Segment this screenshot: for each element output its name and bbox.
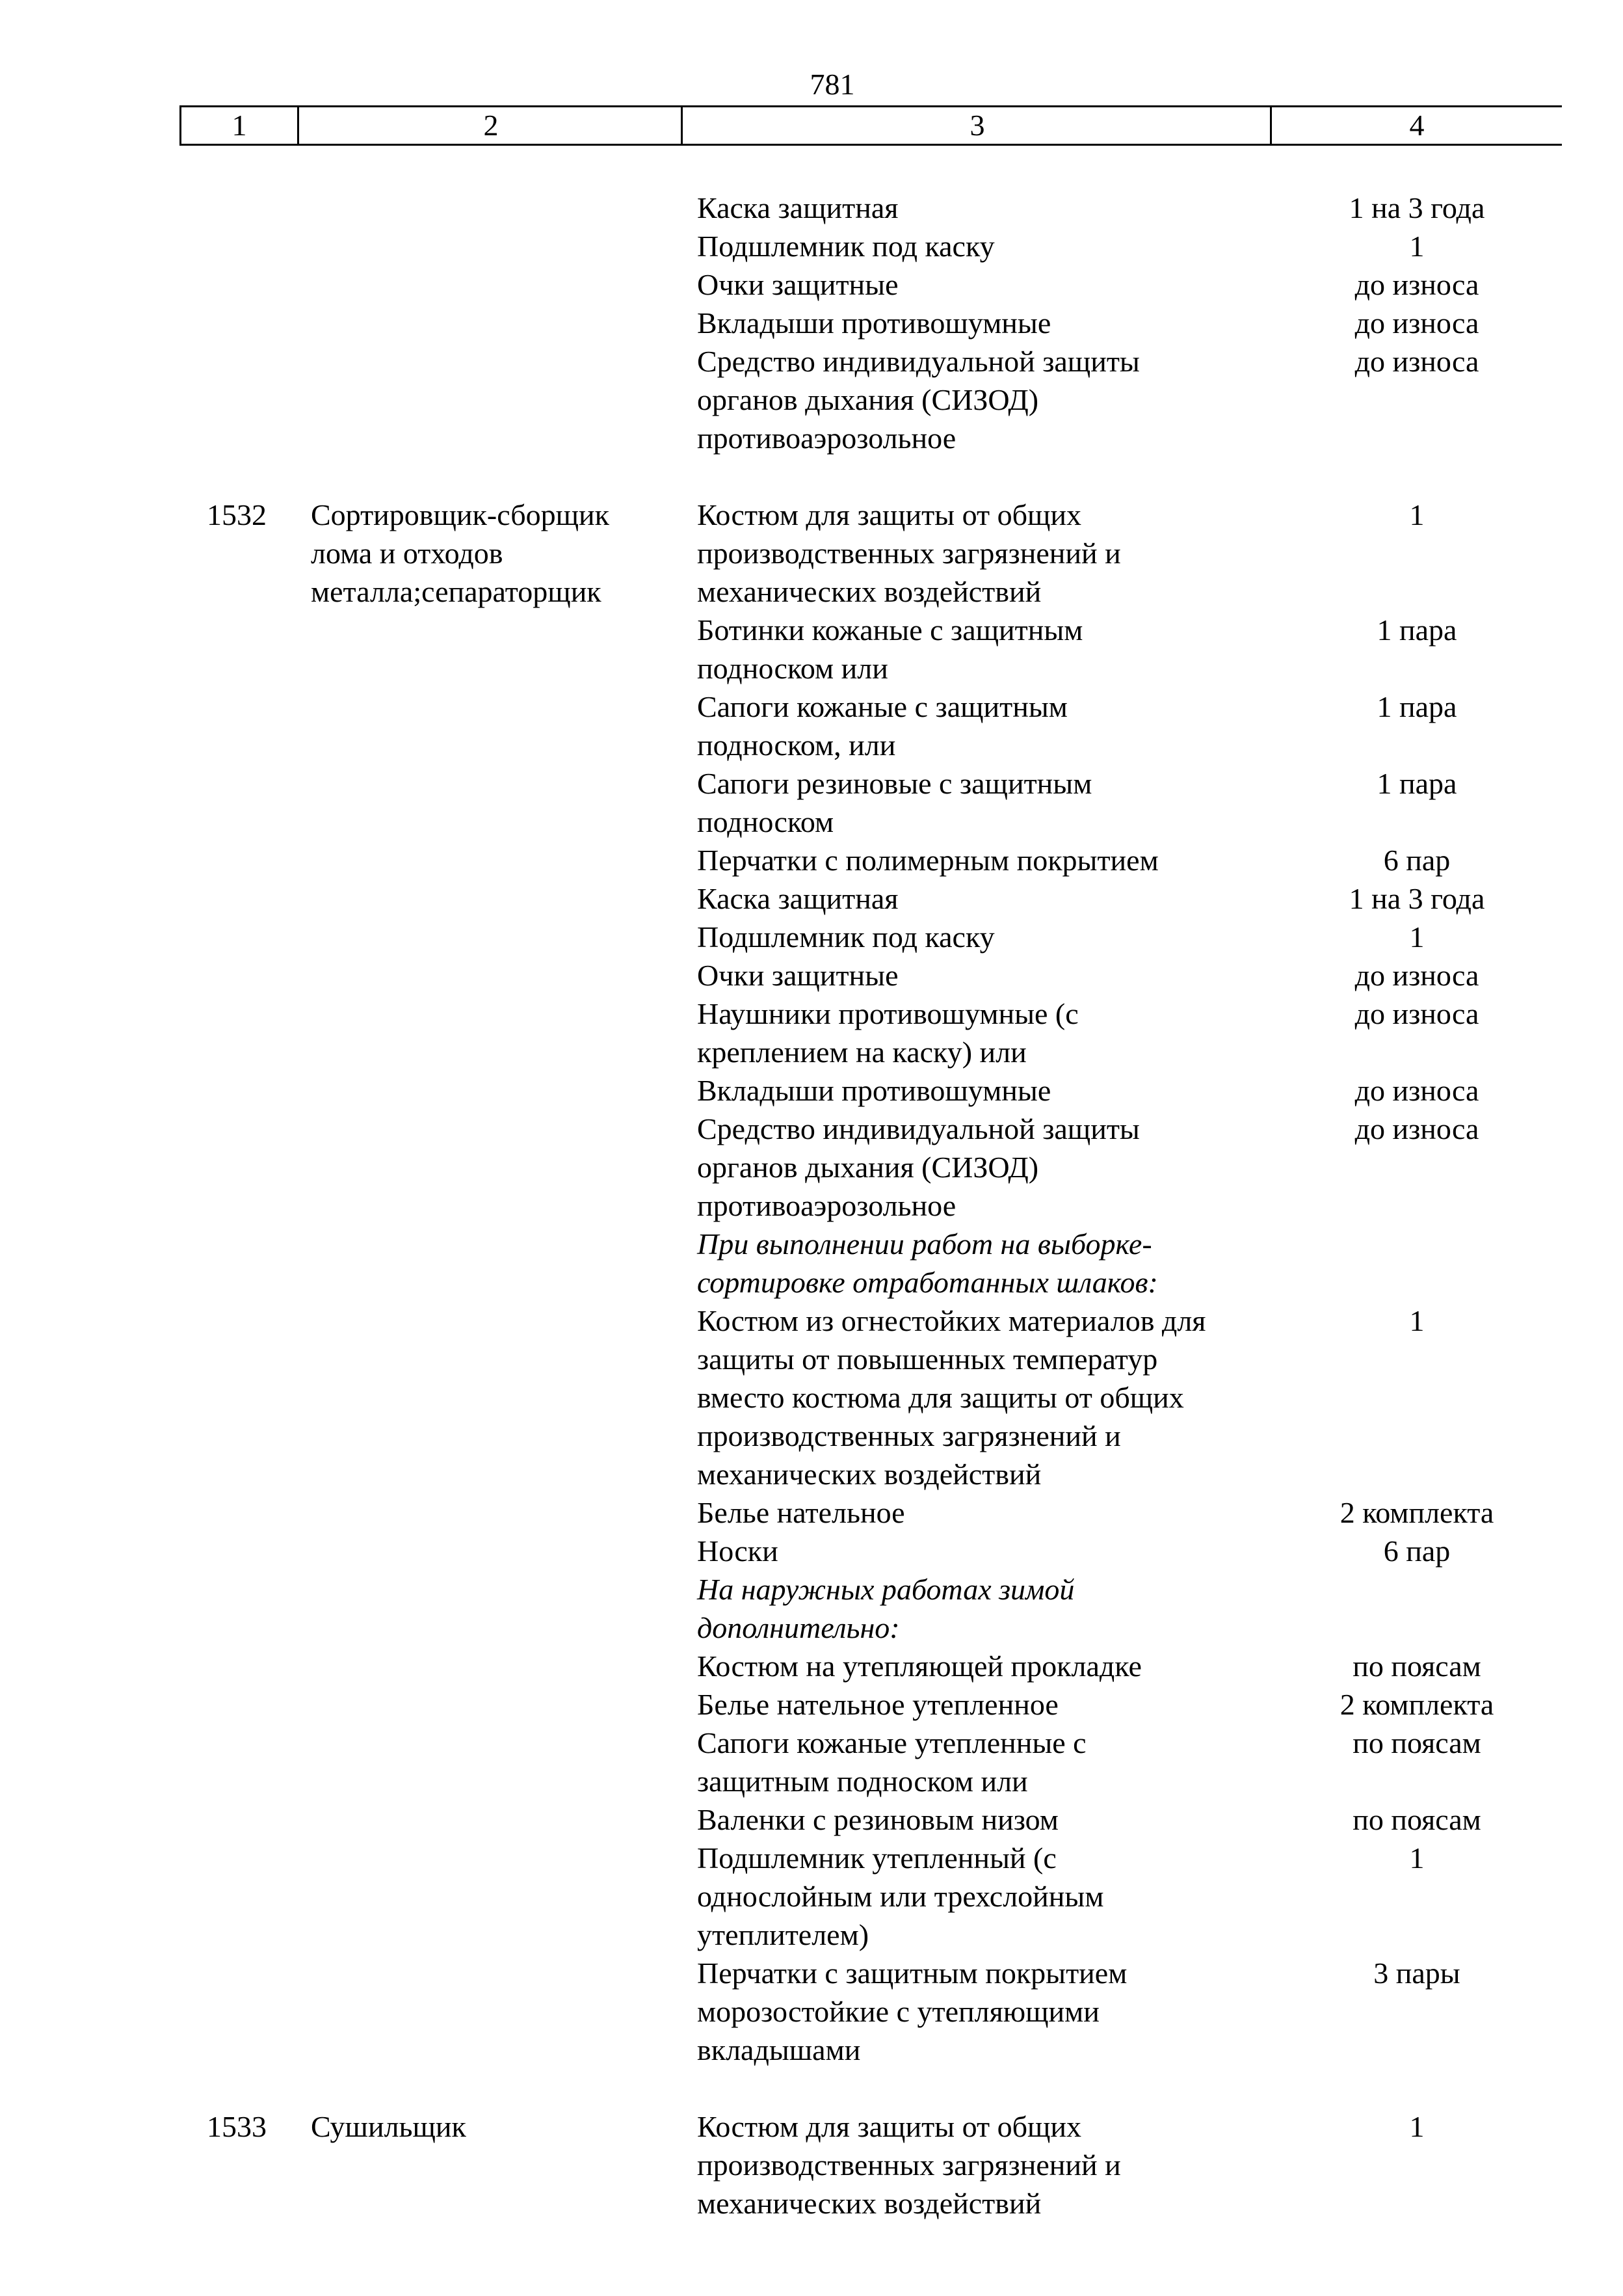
item-norm: 1 <box>1409 230 1425 263</box>
entry-1533 <box>179 2107 1562 2223</box>
table-row <box>179 1302 1562 1493</box>
item-name: Костюм на утепляющей прокладке <box>697 1649 1142 1683</box>
item-norm: 3 пары <box>1373 1956 1460 1990</box>
table-row <box>179 611 1562 687</box>
item-norm: 1 <box>1409 920 1425 954</box>
item-name: Перчатки с полимерным покрытием <box>697 844 1159 877</box>
table-row <box>179 1532 1562 1570</box>
item-norm: 6 пар <box>1383 844 1451 877</box>
table-row <box>179 1225 1562 1302</box>
table-row <box>179 1954 1562 2069</box>
table-row <box>179 1724 1562 1800</box>
item-name: Подшлемник под каску <box>697 920 995 954</box>
item-name: Подшлемник под каску <box>697 230 995 263</box>
entry-number: 1533 <box>207 2110 267 2143</box>
table-row <box>179 994 1562 1071</box>
table-row <box>179 189 1562 227</box>
item-norm: до износа <box>1354 1112 1479 1145</box>
item-norm: до износа <box>1354 959 1479 992</box>
item-norm: по поясам <box>1352 1649 1481 1683</box>
item-name: Вкладыши противошумные <box>697 306 1051 340</box>
table-row <box>179 265 1562 304</box>
entry-1532 <box>179 496 1562 2069</box>
item-norm: до износа <box>1354 306 1479 340</box>
item-norm: до износа <box>1354 345 1479 378</box>
table-row <box>179 1685 1562 1724</box>
item-name: Средство индивидуальной защиты органов дыхания (СИЗОД) противоаэрозольное <box>697 1112 1140 1222</box>
item-norm: 1 пара <box>1377 690 1457 723</box>
table-row <box>179 1071 1562 1110</box>
table-row <box>179 879 1562 918</box>
item-norm: 2 комплекта <box>1339 1496 1494 1529</box>
header-col-3: 3 <box>970 109 985 142</box>
item-name: Средство индивидуальной защиты органов дыхания (СИЗОД) противоаэрозольное <box>697 345 1140 455</box>
item-name: Костюм из огнестойких материалов для защиты от повышенных температур вместо костюма для защиты от общих производственных загрязнений и механических воздействий <box>697 1304 1206 1491</box>
item-name: Сапоги кожаные с защитным подноском, или <box>697 690 1068 762</box>
table-row <box>179 1570 1562 1647</box>
section-heading: При выполнении работ на выборке- сортировке отработанных шлаков: <box>697 1227 1158 1299</box>
table-body <box>179 189 1562 2223</box>
item-name: Каска защитная <box>697 882 899 915</box>
item-name: Белье нательное утепленное <box>697 1688 1059 1721</box>
item-norm: 1 на 3 года <box>1349 882 1485 915</box>
header-col-1: 1 <box>231 109 247 142</box>
table-row <box>179 227 1562 265</box>
item-name: Подшлемник утепленный (с однослойным или трехслойным утеплителем) <box>697 1841 1104 1951</box>
table-row <box>179 687 1562 764</box>
header-col-4: 4 <box>1409 109 1425 142</box>
item-name: Валенки с резиновым низом <box>697 1803 1059 1836</box>
table-row <box>179 1110 1562 1225</box>
table-row <box>179 1493 1562 1532</box>
table-row <box>179 918 1562 956</box>
table-row <box>179 1839 1562 1954</box>
page-number: 781 <box>810 68 855 101</box>
header-col-2: 2 <box>483 109 499 142</box>
item-norm: 2 комплекта <box>1339 1688 1494 1721</box>
item-name: Очки защитные <box>697 959 899 992</box>
item-norm: 6 пар <box>1383 1534 1451 1568</box>
item-name: Сапоги кожаные утепленные с защитным подноском или <box>697 1726 1087 1798</box>
table-row <box>179 342 1562 457</box>
item-norm: 1 <box>1409 498 1425 531</box>
item-name: Вкладыши противошумные <box>697 1074 1051 1107</box>
table-row <box>179 956 1562 994</box>
item-name: Каска защитная <box>697 191 899 224</box>
item-name: Очки защитные <box>697 268 899 301</box>
table-row <box>179 841 1562 879</box>
item-norm: 1 пара <box>1377 767 1457 800</box>
table-row <box>179 1800 1562 1839</box>
item-norm: 1 <box>1409 1304 1425 1337</box>
table-header <box>179 105 1562 146</box>
item-norm: до износа <box>1354 997 1479 1030</box>
item-norm: по поясам <box>1352 1726 1481 1759</box>
item-name: Перчатки с защитным покрытием морозостойкие с утепляющими вкладышами <box>697 1956 1128 2066</box>
item-name: Костюм для защиты от общих производственных загрязнений и механических воздействий <box>697 2110 1121 2220</box>
section-heading: На наружных работах зимой дополнительно: <box>697 1573 1075 1644</box>
item-name: Носки <box>697 1534 778 1568</box>
entry-number: 1532 <box>207 498 267 531</box>
table-row <box>179 2107 1562 2223</box>
continuation-block <box>179 189 1562 457</box>
table-row <box>179 1647 1562 1685</box>
profession-name: Сортировщик-сборщик лома и отходов металла;сепараторщик <box>311 498 609 608</box>
item-norm: 1 <box>1409 2110 1425 2143</box>
item-name: Костюм для защиты от общих производственных загрязнений и механических воздействий <box>697 498 1121 608</box>
item-name: Белье нательное <box>697 1496 905 1529</box>
table-row <box>179 304 1562 342</box>
item-name: Сапоги резиновые с защитным подноском <box>697 767 1092 838</box>
item-norm: 1 на 3 года <box>1349 191 1485 224</box>
table-row <box>179 764 1562 841</box>
item-name: Ботинки кожаные с защитным подноском или <box>697 613 1083 685</box>
table-row <box>179 496 1562 611</box>
profession-name: Сушильщик <box>311 2110 466 2143</box>
item-norm: 1 <box>1409 1841 1425 1875</box>
item-name: Наушники противошумные (с креплением на каску) или <box>697 997 1079 1069</box>
item-norm: до износа <box>1354 1074 1479 1107</box>
item-norm: до износа <box>1354 268 1479 301</box>
item-norm: 1 пара <box>1377 613 1457 647</box>
item-norm: по поясам <box>1352 1803 1481 1836</box>
